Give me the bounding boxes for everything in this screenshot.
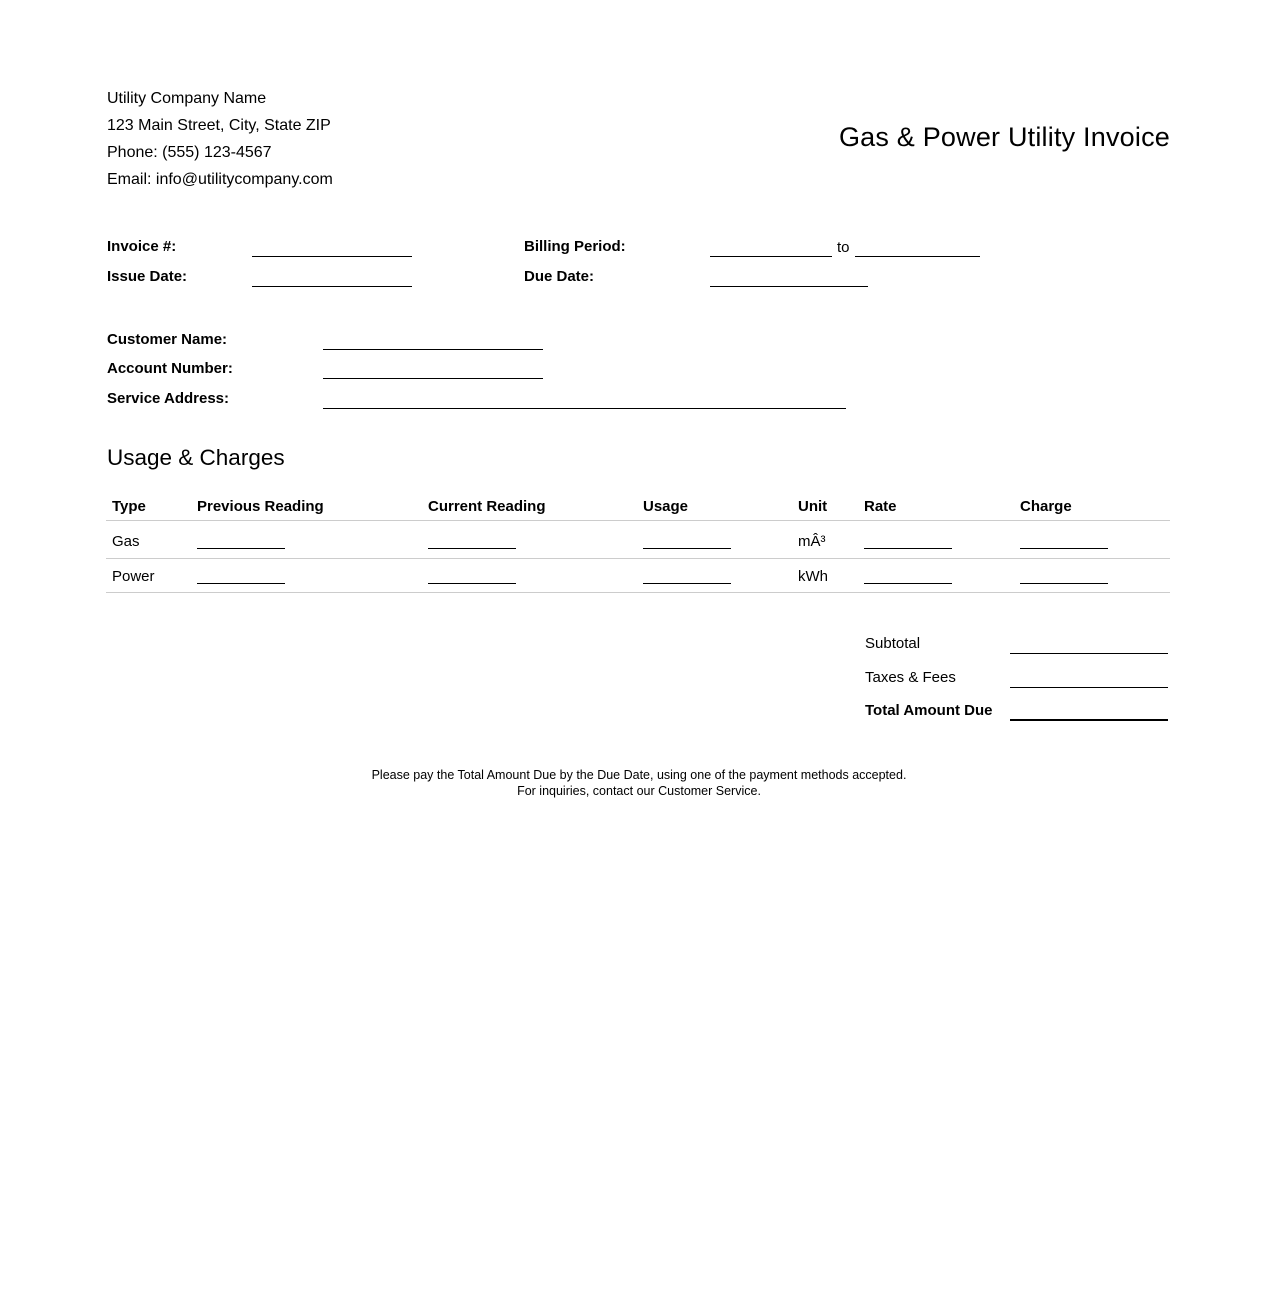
usage-charges-heading: Usage & Charges: [107, 445, 285, 470]
gas-previous-reading-blank: [197, 533, 428, 558]
gas-charge-blank: [1020, 533, 1170, 558]
due-date-blank: [710, 286, 868, 287]
customer-name-label: Customer Name:: [107, 331, 228, 348]
table-row-gas: [106, 521, 1170, 559]
row-type-label: Power: [112, 568, 155, 585]
power-unit: kWh: [798, 568, 828, 585]
power-current-reading-blank: [428, 568, 643, 592]
taxes-fees-label: Taxes & Fees: [865, 669, 956, 686]
company-name: Utility Company Name: [107, 90, 267, 107]
taxes-fees-blank: [1010, 687, 1168, 688]
invoice-number-label: Invoice #:: [107, 238, 177, 255]
gas-unit: mÂ³: [798, 533, 826, 550]
issue-date-blank: [252, 286, 412, 287]
service-address-blank: [323, 408, 846, 409]
due-date-label: Due Date:: [524, 268, 595, 285]
payment-instructions-line1: Please pay the Total Amount Due by the Due Date, using one of the payment methods accepted.: [371, 768, 907, 782]
column-header-previous-reading: Previous Reading: [197, 498, 324, 515]
gas-current-reading-blank: [428, 533, 643, 558]
company-phone: Phone: (555) 123-4567: [107, 144, 272, 161]
total-amount-due-label: Total Amount Due: [865, 702, 993, 719]
table-row-power: [106, 559, 1170, 593]
company-address: 123 Main Street, City, State ZIP: [107, 117, 331, 134]
issue-date-label: Issue Date:: [107, 268, 188, 285]
invoice-number-blank: [252, 256, 412, 257]
gas-rate-blank: [864, 533, 1020, 558]
account-number-blank: [323, 378, 543, 379]
company-email: Email: info@utilitycompany.com: [107, 171, 333, 188]
payment-instructions-line2: For inquiries, contact our Customer Service.: [517, 783, 761, 798]
table-header-row: [106, 492, 1170, 521]
row-type-label: Gas: [112, 533, 140, 550]
billing-period-start-blank: [710, 256, 832, 257]
power-usage-blank: [643, 568, 798, 592]
subtotal-label: Subtotal: [865, 635, 921, 652]
column-header-charge: Charge: [1020, 498, 1072, 515]
customer-name-blank: [323, 349, 543, 350]
column-header-type: Type: [112, 498, 146, 515]
column-header-current-reading: Current Reading: [428, 498, 546, 515]
service-address-label: Service Address:: [107, 390, 230, 407]
power-charge-blank: [1020, 568, 1170, 592]
column-header-usage: Usage: [643, 498, 689, 515]
document-title: Gas & Power Utility Invoice: [838, 122, 1170, 152]
column-header-unit: Unit: [798, 498, 828, 515]
billing-period-separator: to: [837, 239, 850, 256]
total-amount-due-blank: [1010, 719, 1168, 721]
payment-instructions: [0, 768, 1278, 799]
subtotal-blank: [1010, 653, 1168, 654]
billing-period-end-blank: [855, 256, 980, 257]
gas-usage-blank: [643, 533, 798, 558]
account-number-label: Account Number:: [107, 360, 233, 377]
column-header-rate: Rate: [864, 498, 897, 515]
usage-charges-table: [106, 492, 1170, 593]
company-info-block: [107, 85, 333, 193]
billing-period-label: Billing Period:: [524, 238, 626, 255]
power-rate-blank: [864, 568, 1020, 592]
power-previous-reading-blank: [197, 568, 428, 592]
